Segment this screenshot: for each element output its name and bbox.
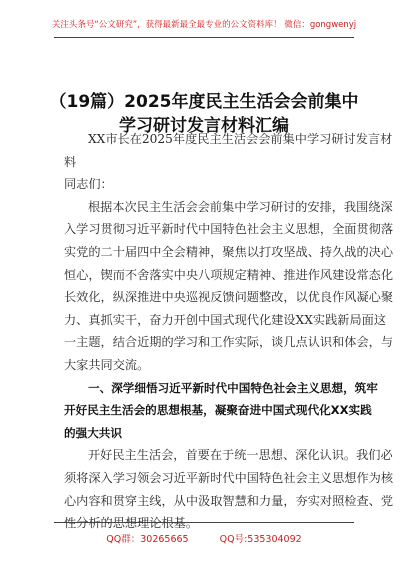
salutation: 同志们： [64,177,113,192]
document-body [64,128,394,535]
paragraph-1-line: 根据本次民主生活会会前集中学习研讨的安排，我围绕深 [88,199,393,214]
paragraph-1-line: 恒心，锲而不舍落实中央八项规定精神、推进作风建设常态化 [64,267,394,282]
paragraph-2-line: 心内容和贯穿主线，从中汲取智慧和力量，夯实对照检查、党 [64,493,394,508]
paragraph-1-line: 长效化，纵深推进中央巡视反馈问题整改，以优良作风凝心聚 [64,290,394,305]
paragraph-1-line: 力、真抓实干，奋力开创中国式现代化建设XX实践新局面这 [64,312,387,327]
title-line-2: 学习研讨发言材料汇编 [119,116,289,136]
section-heading-line: 一、深学细悟习近平新时代中国特色社会主义思想，筑牢 [88,380,378,395]
paragraph-2-line: 开好民主生活会，首要在于统一思想、深化认识。我们必 [88,448,393,463]
paragraph-1-line: 实党的二十届四中全会精神，聚焦以打攻坚战、持久战的决心 [64,244,394,259]
paragraph-1-line: 入学习贯彻习近平新时代中国特色社会主义思想，全面贯彻落 [64,222,394,237]
paragraph-2-line: 须将深入学习领会习近平新时代中国特色社会主义思想作为核 [64,470,394,485]
footer-contacts [0,531,408,545]
section-heading-line: 开好民主生活会的思想根基，凝聚奋进中国式现代化XX实践 [64,403,372,418]
qq-group-number: QQ群：30265665 [106,534,189,545]
header-banner: 关注头条号“公文研究”，获得最新最全最专业的公文资料库！ 微信：gongwenyj [51,20,357,30]
subtitle-line-2: 料 [64,154,77,169]
paragraph-1-line: 大家共同交流。 [64,357,150,372]
subtitle-line-1: XX市长在2025年度民主生活会会前集中学习研讨发言材 [88,132,393,146]
paragraph-1-line: 一主题，结合近期的学习和工作实际，谈几点认识和体会，与 [64,335,394,350]
header-divider [54,37,354,38]
section-heading-line: 的强大共识 [64,425,122,440]
footer-divider [54,522,354,523]
title-line-1: （19篇）2025年度民主生活会会前集中 [49,92,359,112]
qq-number: QQ号:535304092 [219,534,302,545]
paragraph-2-line: 性分析的思想理论根基。 [64,516,199,531]
